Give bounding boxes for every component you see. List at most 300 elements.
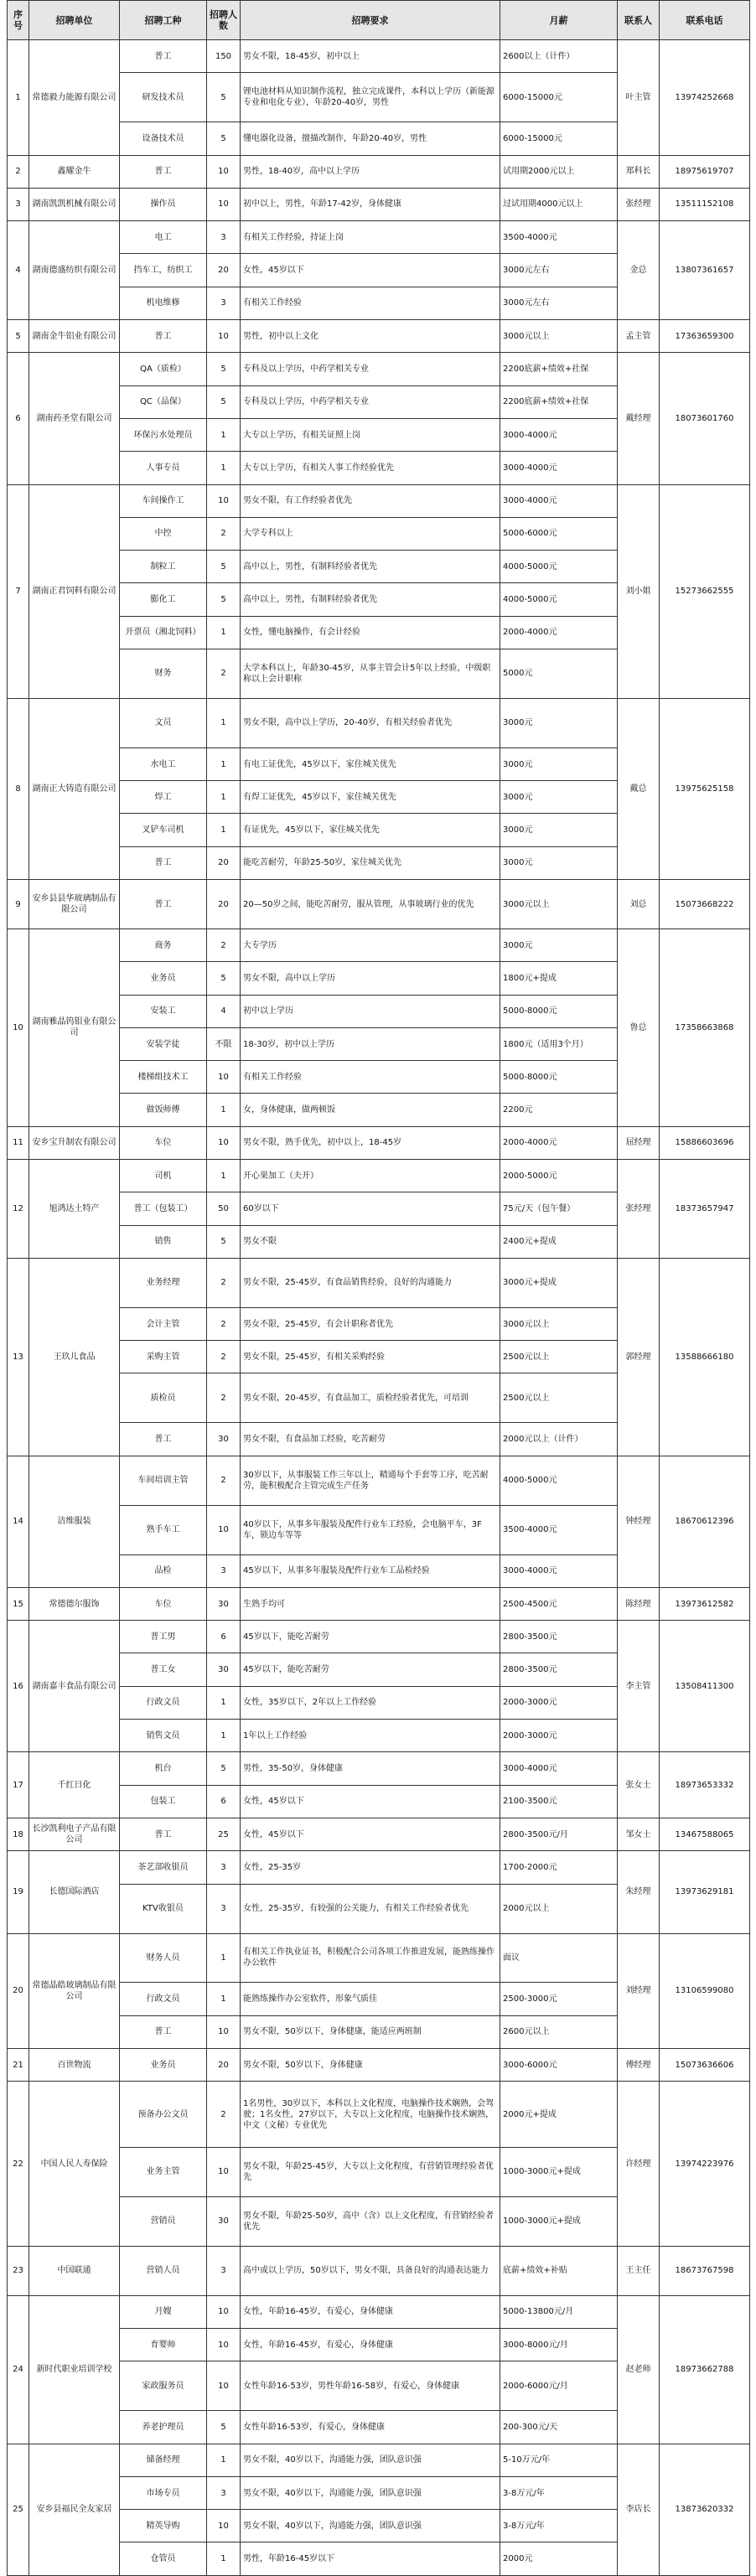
job-requirement: 男女不限，50岁以下，身体健康，能适应两班制 [241,2015,500,2048]
job-title: 预备办公文员 [120,2082,207,2148]
job-count: 10 [207,2015,241,2048]
job-count: 10 [207,1505,241,1554]
table-row [8,40,750,73]
contact-phone: 15273662555 [660,484,750,698]
contact-person: 屈经理 [618,1126,660,1159]
job-salary: 2100-3500元 [500,1785,618,1818]
job-requirement: 男女不限，25-45岁，有食品销售经验，良好的沟通能力 [241,1258,500,1307]
job-title: 挡车工，纺织工 [120,254,207,287]
contact-phone: 18975619707 [660,155,750,188]
company-name: 安乡宝升制农有限公司 [29,1126,120,1159]
row-number: 13 [8,1258,29,1456]
job-count: 20 [207,254,241,287]
job-count: 10 [207,1126,241,1159]
job-title: 机电维修 [120,287,207,319]
job-requirement: 女性，45岁以下 [241,1785,500,1818]
job-requirement: 男女不限 [241,1225,500,1258]
job-title: 业务员 [120,2049,207,2082]
table-row [8,1933,750,1983]
job-title: 储备经理 [120,2444,207,2476]
job-salary: 2000元以上（计件） [500,1423,618,1456]
contact-phone: 13973612582 [660,1587,750,1620]
job-count: 1 [207,2444,241,2476]
job-title: 文员 [120,698,207,747]
job-count: 1 [207,1933,241,1983]
company-name: 安乡县县华玻璃制品有限公司 [29,880,120,929]
job-salary: 面议 [500,1933,618,1983]
job-salary: 2800-3500元 [500,1653,618,1686]
contact-phone: 15886603696 [660,1126,750,1159]
company-name: 鑫耀金牛 [29,155,120,188]
job-salary: 3000元 [500,781,618,814]
job-title: 质检员 [120,1373,207,1423]
contact-phone: 15073636606 [660,2049,750,2082]
company-name: 中国人民人寿保险 [29,2082,120,2246]
table-row [8,1752,750,1785]
job-count: 2 [207,1341,241,1373]
contact-phone: 13873620332 [660,2444,750,2575]
job-title: 制粒工 [120,551,207,583]
row-number: 19 [8,1851,29,1933]
header-count: 招聘人数 [207,1,241,40]
job-title: 做饭师傅 [120,1094,207,1126]
company-name: 旭鸿达土特产 [29,1160,120,1259]
table-row [8,1456,750,1505]
job-count: 3 [207,2246,241,2295]
table-row [8,698,750,747]
job-salary: 3000-4000元 [500,1554,618,1587]
job-salary: 3000元左右 [500,287,618,319]
company-name: 千红日化 [29,1752,120,1818]
job-requirement: 开心果加工（夫开） [241,1160,500,1192]
job-count: 3 [207,287,241,319]
contact-phone: 13106599080 [660,1933,750,2049]
contact-phone: 13974252668 [660,40,750,156]
contact-person: 张女士 [618,1752,660,1818]
job-requirement: 大专以上学历，有相关证照上岗 [241,418,500,451]
contact-phone: 18073601760 [660,353,750,484]
company-name: 长沙凯利电子产品有限公司 [29,1818,120,1850]
job-salary: 3000元+提成 [500,1258,618,1307]
job-title: QC（品保） [120,385,207,418]
job-count: 30 [207,1587,241,1620]
row-number: 24 [8,2295,29,2444]
job-salary: 6000-15000元 [500,122,618,155]
table-row [8,1587,750,1620]
job-salary: 6000-15000元 [500,73,618,122]
job-salary: 3000元 [500,814,618,846]
job-salary: 2000-4000元 [500,616,618,649]
job-salary: 2000-5000元 [500,1160,618,1192]
table-row [8,1258,750,1307]
contact-person: 刘小姐 [618,484,660,698]
job-salary: 2200底薪+绩效+社保 [500,353,618,385]
job-title: 业务经理 [120,1258,207,1307]
job-requirement: 初中以上，男性，年龄17-42岁，身体健康 [241,188,500,220]
job-count: 20 [207,2049,241,2082]
job-title: 普工男 [120,1621,207,1653]
job-requirement: 45岁以下，能吃苦耐劳 [241,1653,500,1686]
company-name: 洁维服装 [29,1456,120,1587]
job-count: 1 [207,747,241,780]
recruitment-table [7,0,750,2576]
contact-person: 张经理 [618,1160,660,1259]
row-number: 12 [8,1160,29,1259]
contact-person: 赵老师 [618,2295,660,2444]
job-title: 普工 [120,320,207,353]
job-count: 10 [207,2329,241,2361]
job-count: 50 [207,1192,241,1225]
table-row [8,1160,750,1192]
job-salary: 2000-3000元 [500,1686,618,1719]
job-salary: 5000元 [500,649,618,698]
table-row [8,1851,750,1884]
job-count: 2 [207,1307,241,1340]
table-row [8,221,750,254]
job-count: 30 [207,1653,241,1686]
row-number: 25 [8,2444,29,2575]
job-requirement: 专科及以上学历，中药学相关专业 [241,385,500,418]
job-title: 会计主管 [120,1307,207,1340]
job-requirement: 男性，35-50岁，身体健康 [241,1752,500,1785]
table-row [8,353,750,385]
contact-phone: 18670612396 [660,1456,750,1587]
job-requirement: 男女不限，高中以上学历 [241,962,500,995]
job-salary: 200-300元/天 [500,2411,618,2444]
header-job: 招聘工种 [120,1,207,40]
job-title: 机台 [120,1752,207,1785]
job-title: 中控 [120,517,207,550]
contact-phone: 18973653332 [660,1752,750,1818]
contact-phone: 13807361657 [660,221,750,320]
table-row [8,928,750,961]
table-row [8,2295,750,2328]
job-salary: 2500-3000元 [500,1983,618,2015]
job-title: 商务 [120,928,207,961]
job-count: 1 [207,1720,241,1752]
job-title: 普工 [120,2015,207,2048]
job-count: 30 [207,2196,241,2246]
company-name: 湖南嘉丰食品有限公司 [29,1621,120,1752]
company-name: 湖南雅晶钨钼业有限公司 [29,928,120,1126]
job-salary: 3000元 [500,747,618,780]
row-number: 5 [8,320,29,353]
job-title: 焊工 [120,781,207,814]
contact-phone: 17358663868 [660,928,750,1126]
job-salary: 3000-8000元/月 [500,2329,618,2361]
job-requirement: 有相关工作经验 [241,287,500,319]
job-count: 1 [207,1094,241,1126]
job-count: 1 [207,814,241,846]
job-title: 水电工 [120,747,207,780]
job-salary: 2500元以上 [500,1341,618,1373]
job-count: 3 [207,221,241,254]
job-title: 采购主管 [120,1341,207,1373]
job-salary: 2200元 [500,1094,618,1126]
job-salary: 2200底薪+绩效+社保 [500,385,618,418]
job-salary: 1000-3000元+提成 [500,2147,618,2196]
job-title: 车间操作工 [120,484,207,517]
row-number: 10 [8,928,29,1126]
job-count: 5 [207,2411,241,2444]
job-count: 10 [207,2361,241,2411]
company-name: 百世物流 [29,2049,120,2082]
table-row [8,1818,750,1850]
job-count: 2 [207,1258,241,1307]
contact-person: 郭经理 [618,1258,660,1456]
job-requirement: 男女不限，有食品加工经验，吃苦耐劳 [241,1423,500,1456]
row-number: 20 [8,1933,29,2049]
job-title: 育婴师 [120,2329,207,2361]
contact-phone: 15073668222 [660,880,750,929]
job-salary: 5000-13800元/月 [500,2295,618,2328]
job-salary: 3000元 [500,846,618,879]
job-title: 膨化工 [120,583,207,616]
table-row [8,320,750,353]
job-count: 20 [207,846,241,879]
contact-phone: 17363659300 [660,320,750,353]
job-count: 10 [207,1061,241,1094]
job-title: 设备技术员 [120,122,207,155]
job-title: 普工 [120,1423,207,1456]
job-requirement: 45岁以下，从事多年服装及配件行业车工品检经验 [241,1554,500,1587]
job-salary: 5000-6000元 [500,517,618,550]
row-number: 4 [8,221,29,320]
company-name: 中国联通 [29,2246,120,2295]
job-title: 营销员 [120,2196,207,2246]
job-requirement: 60岁以下 [241,1192,500,1225]
job-count: 10 [207,484,241,517]
job-salary: 75元/天（包午餐） [500,1192,618,1225]
company-name: 长德国际酒店 [29,1851,120,1933]
job-title: 仓管员 [120,2542,207,2575]
job-title: 市场专员 [120,2476,207,2509]
job-requirement: 男女不限，18-45岁，初中以上 [241,40,500,73]
job-title: QA（质检） [120,353,207,385]
table-row [8,188,750,220]
job-title: 电工 [120,221,207,254]
job-salary: 底薪+绩效+补贴 [500,2246,618,2295]
contact-person: 孟主管 [618,320,660,353]
job-salary: 1800元（适用3个月） [500,1027,618,1060]
job-count: 10 [207,155,241,188]
table-row [8,2444,750,2476]
job-salary: 5000-8000元 [500,995,618,1027]
contact-phone: 13974223976 [660,2082,750,2246]
job-count: 2 [207,2082,241,2148]
job-salary: 3000元左右 [500,254,618,287]
job-salary: 2600以上（计件） [500,40,618,73]
contact-person: 傅经理 [618,2049,660,2082]
job-title: 普工 [120,1818,207,1850]
contact-person: 张经理 [618,188,660,220]
job-salary: 2500元以上 [500,1373,618,1423]
job-salary: 4000-5000元 [500,583,618,616]
job-salary: 3000元 [500,928,618,961]
job-requirement: 锂电池材料从知识制作流程，独立完成课件，本科以上学历（新能源专业和电化专业），年龄20-40岁，男性 [241,73,500,122]
job-salary: 3000元 [500,698,618,747]
job-requirement: 18-30岁，初中以上学历 [241,1027,500,1060]
job-count: 10 [207,2295,241,2328]
job-count: 2 [207,517,241,550]
job-count: 25 [207,1818,241,1850]
contact-person: 邹女士 [618,1818,660,1850]
contact-person: 刘经理 [618,1933,660,2049]
contact-person: 李主管 [618,1621,660,1752]
job-title: 司机 [120,1160,207,1192]
job-salary: 2000元 [500,2542,618,2575]
contact-person: 戴总 [618,698,660,879]
job-requirement: 高中以上，男性，有制料经验者优先 [241,551,500,583]
job-requirement: 男女不限，40岁以下，沟通能力强，团队意识强 [241,2444,500,2476]
job-requirement: 男女不限，高中以上学历，20-40岁，有相关经验者优先 [241,698,500,747]
job-count: 3 [207,1851,241,1884]
job-count: 1 [207,1686,241,1719]
job-title: 安装学徒 [120,1027,207,1060]
contact-person: 许经理 [618,2082,660,2246]
job-salary: 3000-6000元 [500,2049,618,2082]
job-title: 营销人员 [120,2246,207,2295]
job-salary: 3000-4000元 [500,1752,618,1785]
company-name: 湖南药圣堂有限公司 [29,353,120,484]
job-count: 1 [207,418,241,451]
job-salary: 5000-8000元 [500,1061,618,1094]
row-number: 14 [8,1456,29,1587]
header-requirement: 招聘要求 [241,1,500,40]
job-count: 2 [207,1373,241,1423]
contact-person: 郑科长 [618,155,660,188]
job-title: 月嫂 [120,2295,207,2328]
job-salary: 1800元+提成 [500,962,618,995]
job-salary: 3000元以上 [500,320,618,353]
job-requirement: 女性，45岁以下 [241,254,500,287]
table-row [8,880,750,929]
job-title: 车位 [120,1587,207,1620]
row-number: 2 [8,155,29,188]
job-requirement: 有焊工证优先，45岁以下，家住城关优先 [241,781,500,814]
header-no: 序号 [8,1,29,40]
job-count: 5 [207,551,241,583]
job-title: 环保污水处理员 [120,418,207,451]
job-title: 人事专员 [120,452,207,484]
job-title: 茶艺部收银员 [120,1851,207,1884]
contact-person: 金总 [618,221,660,320]
company-name: 常德德尔服饰 [29,1587,120,1620]
job-count: 6 [207,1785,241,1818]
job-requirement: 女，身体健康，做两顿饭 [241,1094,500,1126]
job-salary: 1000-3000元+提成 [500,2196,618,2246]
job-title: 安装工 [120,995,207,1027]
company-name: 湖南正君饲料有限公司 [29,484,120,698]
job-title: 精英导购 [120,2510,207,2542]
job-requirement: 大学专科以上 [241,517,500,550]
job-salary: 1700-2000元 [500,1851,618,1884]
row-number: 23 [8,2246,29,2295]
job-title: 家政服务员 [120,2361,207,2411]
job-title: 普工（包装工） [120,1192,207,1225]
job-requirement: 专科及以上学历，中药学相关专业 [241,353,500,385]
job-title: 销售 [120,1225,207,1258]
job-requirement: 男女不限，50岁以下，身体健康 [241,2049,500,2082]
job-requirement: 能熟练操作办公室软件，形象气质佳 [241,1983,500,2015]
job-salary: 3500-4000元 [500,221,618,254]
row-number: 8 [8,698,29,879]
job-count: 1 [207,2542,241,2575]
row-number: 1 [8,40,29,156]
row-number: 9 [8,880,29,929]
job-requirement: 男性，年龄16-45岁以下 [241,2542,500,2575]
job-salary: 3-8万元/年 [500,2510,618,2542]
job-title: 叉铲车司机 [120,814,207,846]
contact-person: 戴经理 [618,353,660,484]
contact-person: 王主任 [618,2246,660,2295]
contact-phone: 13511152108 [660,188,750,220]
table-row [8,2049,750,2082]
job-title: 研发技术员 [120,73,207,122]
row-number: 17 [8,1752,29,1818]
job-requirement: 能吃苦耐劳，年龄25-50岁，家住城关优先 [241,846,500,879]
job-requirement: 男女不限，有工作经验者优先 [241,484,500,517]
job-count: 3 [207,1554,241,1587]
job-salary: 3000-4000元 [500,484,618,517]
job-requirement: 男女不限，25-45岁，有会计职称者优先 [241,1307,500,1340]
job-title: 业务员 [120,962,207,995]
job-title: 品检 [120,1554,207,1587]
job-requirement: 女性年龄16-53岁，有爱心，身体健康 [241,2411,500,2444]
job-count: 5 [207,353,241,385]
table-header [8,1,750,40]
contact-person: 朱经理 [618,1851,660,1933]
job-requirement: 女性，25-35岁，有较强的公关能力，有相关工作经验者优先 [241,1884,500,1933]
job-title: 行政文员 [120,1983,207,2015]
job-title: 财务人员 [120,1933,207,1983]
job-requirement: 1名男性，30岁以下，本科以上文化程度，电脑操作技术娴熟，会驾驶；1名女性，27岁以下，大专以上文化程度，电脑操作技术娴熟，中文（文秘）专业优先 [241,2082,500,2148]
row-number: 18 [8,1818,29,1850]
contact-person: 陈经理 [618,1587,660,1620]
job-requirement: 有证优先，45岁以下，家住城关优先 [241,814,500,846]
row-number: 15 [8,1587,29,1620]
job-title: 普工 [120,846,207,879]
job-salary: 2600元以上 [500,2015,618,2048]
job-title: 财务 [120,649,207,698]
job-count: 5 [207,122,241,155]
job-count: 不限 [207,1027,241,1060]
company-name: 安乡县福民全友家居 [29,2444,120,2575]
contact-phone: 13467588065 [660,1818,750,1850]
job-count: 5 [207,583,241,616]
company-name: 湖南正大铸造有限公司 [29,698,120,879]
job-count: 10 [207,2510,241,2542]
job-salary: 4000-5000元 [500,1456,618,1505]
job-count: 3 [207,2476,241,2509]
contact-phone: 18973662788 [660,2295,750,2444]
row-number: 3 [8,188,29,220]
contact-phone: 13588666180 [660,1258,750,1456]
job-salary: 3000元以上 [500,1307,618,1340]
job-salary: 5-10万元/年 [500,2444,618,2476]
header-salary: 月薪 [500,1,618,40]
contact-phone: 13975625158 [660,698,750,879]
job-title: 包装工 [120,1785,207,1818]
company-name: 新时代职业培训学校 [29,2295,120,2444]
job-requirement: 初中以上学历 [241,995,500,1027]
job-count: 6 [207,1621,241,1653]
table-row [8,1621,750,1653]
company-name: 湖南凯凯机械有限公司 [29,188,120,220]
contact-phone: 13973629181 [660,1851,750,1933]
job-requirement: 男女不限，熟手优先，初中以上，18-45岁 [241,1126,500,1159]
job-count: 5 [207,1225,241,1258]
